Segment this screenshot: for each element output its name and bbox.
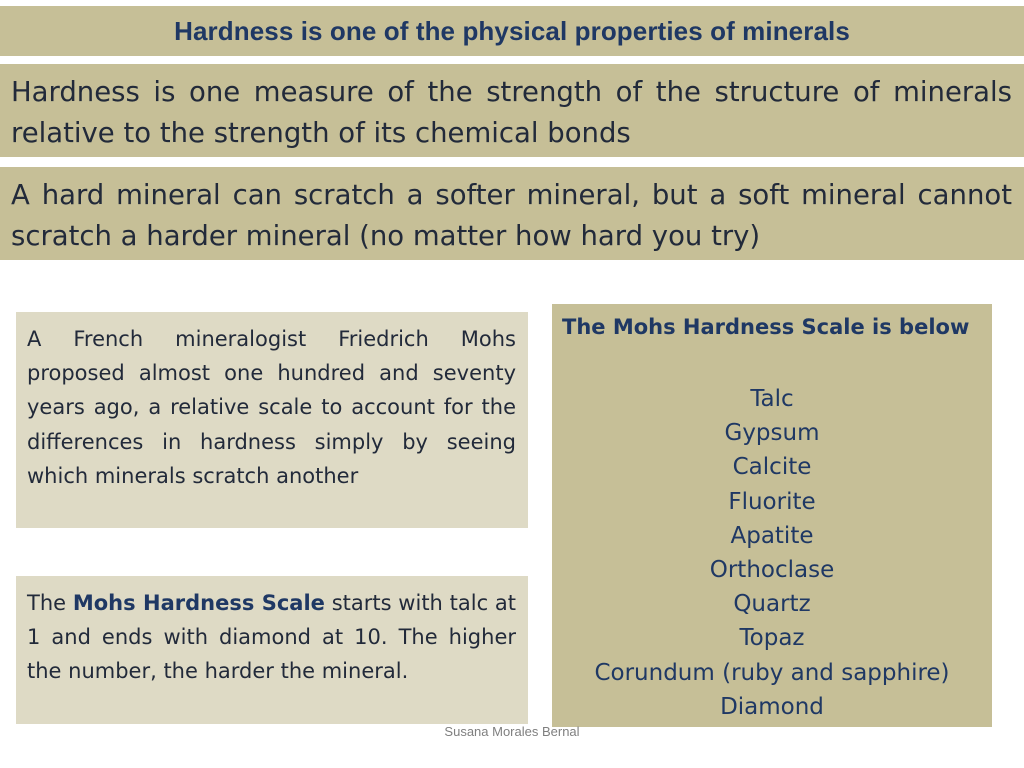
mohs-history-text: A French mineralogist Friedrich Mohs proposed almost one hundred and seventy years ago, a relative scale to account for the differences in hardness simply by seeing which minerals scratch another [27, 327, 516, 488]
mineral-item: Diamond [720, 693, 824, 720]
page-title: Hardness is one of the physical properties of minerals [174, 15, 850, 46]
summary-bold-term: Mohs Hardness Scale [72, 591, 325, 615]
mineral-item: Talc [750, 386, 794, 412]
scratch-rule-text: A hard mineral can scratch a softer mineral, but a soft mineral cannot scratch a harder mineral (no matter how hard you try) [11, 179, 1012, 252]
mineral-item: Calcite [732, 454, 812, 481]
scratch-rule-bar [0, 167, 1024, 260]
summary-suffix: starts with talc at 1 and ends with diamond at 10. The higher the number, the harder the mineral. [27, 591, 516, 684]
mineral-item: Quartz [733, 591, 811, 618]
mohs-history-box [16, 312, 528, 528]
mineral-item: Topaz [739, 625, 805, 652]
author-footer: Susana Morales Bernal [444, 724, 580, 739]
mineral-item: Orthoclase [709, 557, 835, 584]
hardness-definition-text: Hardness is one measure of the strength of the structure of minerals relative to the strength of its chemical bonds [11, 76, 1012, 149]
title-bar [0, 6, 1024, 56]
mineral-item: Gypsum [724, 420, 820, 447]
mineral-item: Fluorite [728, 488, 816, 515]
hardness-definition-bar [0, 64, 1024, 157]
mohs-scale-summary-box [16, 576, 528, 724]
mineral-list [562, 382, 982, 724]
mohs-scale-summary-text [27, 586, 516, 689]
mohs-scale-panel [552, 304, 992, 727]
mineral-item: Corundum (ruby and sapphire) [594, 659, 950, 686]
mineral-item: Apatite [730, 522, 814, 549]
mohs-scale-heading: The Mohs Hardness Scale is below [562, 315, 970, 339]
summary-prefix: The [27, 591, 73, 615]
